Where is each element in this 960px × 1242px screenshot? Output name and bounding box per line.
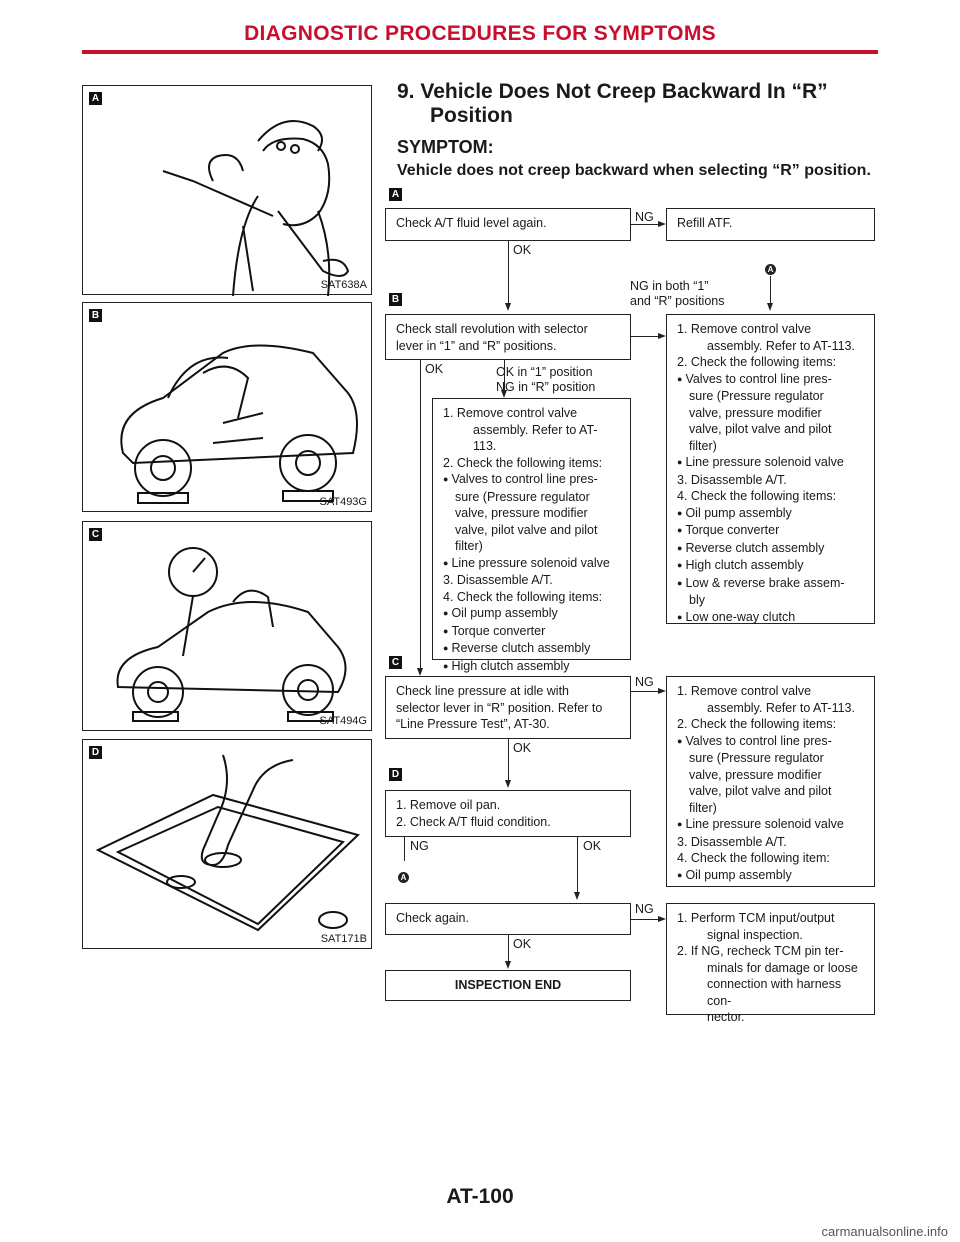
box-bullet: ● Torque converter [677, 522, 864, 540]
mechanic-illustration [83, 86, 373, 296]
oil-pan-line: 1. Remove oil pan. [396, 798, 501, 812]
figure-code: SAT638A [320, 279, 367, 291]
arrow-down-icon [505, 303, 511, 311]
inspection-end-text: INSPECTION END [454, 978, 562, 992]
symptom-heading: SYMPTOM: [397, 137, 494, 157]
box-line: 4. Check the following item: [677, 851, 830, 865]
box-line: 3. Disassemble A/T. [677, 834, 787, 849]
figure-car-stall-test [82, 302, 372, 512]
arrow-down-icon [505, 961, 511, 969]
connector-line [508, 739, 509, 782]
box-line: 2. Check the following items: [677, 717, 837, 731]
arrow-down-icon [505, 780, 511, 788]
connector-line [404, 837, 405, 861]
section-title [397, 80, 867, 128]
box-bullet: ● Torque converter [443, 623, 620, 641]
box-line: assembly. Refer to AT-113. [707, 338, 855, 353]
figure-badge: C [89, 528, 102, 541]
ng-both-line: NG in both “1” [630, 279, 709, 293]
line-pressure-box [385, 676, 631, 739]
box-line: valve, pilot valve and pilot [689, 784, 832, 798]
box-line: valve, pressure modifier [689, 405, 822, 420]
header-rule [82, 50, 878, 54]
arrow-right-icon [658, 688, 666, 694]
ng-label: NG [635, 210, 654, 224]
tcm-line: 2. If NG, recheck TCM pin ter- [677, 944, 844, 958]
box-bullet: ● Valves to control line pres- [677, 371, 864, 389]
figure-badge: A [89, 92, 102, 105]
figure-badge: B [89, 309, 102, 322]
oil-pan-line: 2. Check A/T fluid condition. [396, 814, 551, 829]
tcm-box [666, 903, 875, 1024]
page-header-title: DIAGNOSTIC PROCEDURES FOR SYMPTOMS [244, 22, 716, 45]
right-action-box-1 [666, 314, 875, 624]
box-bullet: ● Line pressure solenoid valve [677, 454, 864, 472]
figure-code: SAT494G [319, 715, 367, 727]
ok-ng-mixed-label [496, 365, 595, 395]
step-badge: D [389, 768, 402, 781]
step-badge: B [389, 293, 402, 306]
tcm-line: signal inspection. [707, 927, 803, 942]
box-line: 2. Check the following items: [677, 355, 837, 369]
mid-action-box [432, 398, 631, 673]
box-line: 1. Remove control valve [677, 684, 812, 698]
connector-line [631, 919, 658, 920]
figure-code: SAT171B [320, 933, 367, 945]
box-bullet: ● Line pressure solenoid valve [443, 555, 620, 573]
ok-ng-line: OK in “1” position [496, 365, 593, 379]
figure-mechanic-dipstick [82, 85, 372, 295]
section-title-line1: 9. Vehicle Does Not Creep Backward In “R” [397, 80, 828, 103]
oil-pan-box [385, 790, 631, 837]
connector-line [508, 241, 509, 305]
check-fluid-box [385, 208, 631, 241]
tcm-line: 1. Perform TCM input/output [677, 911, 835, 925]
connector-line [631, 691, 658, 692]
connector-line [420, 360, 421, 673]
box-line: 3. Disassemble A/T. [443, 573, 553, 587]
ok-label: OK [513, 937, 532, 951]
car-stall-illustration [83, 303, 373, 513]
check-fluid-text: Check A/T fluid level again. [396, 216, 547, 230]
connector-line [770, 276, 771, 305]
line-pressure-line: “Line Pressure Test”, AT-30. [396, 717, 550, 731]
box-bullet: ● Oil pump assembly [443, 605, 620, 623]
box-bullet: ● Oil pump assembly [677, 505, 864, 523]
inspection-end-box [385, 970, 631, 1001]
check-again-text: Check again. [396, 911, 469, 925]
box-bullet: ● High clutch assembly [443, 658, 620, 676]
box-line: sure (Pressure regulator [689, 751, 824, 765]
ok-label: OK [425, 362, 444, 376]
box-line: 4. Check the following items: [443, 589, 603, 604]
box-line: filter) [689, 438, 717, 453]
box-line: 1. Remove control valve [677, 322, 812, 336]
tcm-line: connection with harness con- [707, 977, 842, 1008]
box-line: 1. Remove control valve [443, 406, 578, 420]
connector-line [577, 837, 578, 894]
box-bullet: ● Valves to control line pres- [443, 471, 620, 489]
ok-ng-line: NG in “R” position [496, 380, 596, 394]
step-badge: A [389, 188, 402, 201]
box-line: valve, pilot valve and pilot [689, 422, 832, 436]
box-bullet: ● Line pressure solenoid valve [677, 816, 864, 834]
box-line: assembly. Refer to AT-113. [473, 422, 598, 453]
ok-label: OK [513, 741, 532, 755]
box-line: sure (Pressure regulator [689, 389, 824, 403]
page-number: AT-100 [446, 1185, 514, 1208]
line-pressure-line: selector lever in “R” position. Refer to [396, 700, 603, 715]
box-bullet: ● Reverse clutch assembly [443, 640, 620, 658]
symptom-text: Vehicle does not creep backward when selecting “R” position. [397, 162, 871, 179]
figure-badge: D [89, 746, 102, 759]
ng-both-label [630, 279, 725, 309]
pressure-gauge-illustration [83, 522, 373, 732]
box-bullet: ● Low & reverse brake assem- [677, 575, 864, 593]
arrow-down-icon [767, 303, 773, 311]
line-pressure-line: Check line pressure at idle with [396, 684, 569, 698]
box-line: 3. Disassemble A/T. [677, 472, 787, 487]
box-bullet: ● Oil pump assembly [677, 867, 864, 885]
box-line: filter) [689, 800, 717, 815]
arrow-down-icon [417, 668, 423, 676]
stall-check-line: Check stall revolution with selector [396, 322, 588, 336]
figure-code: SAT493G [319, 496, 367, 508]
ng-label: NG [410, 839, 429, 853]
stall-check-box [385, 314, 631, 360]
ng-both-line: and “R” positions [630, 294, 725, 308]
figure-oil-pan [82, 739, 372, 949]
right-action-box-2 [666, 676, 875, 887]
ng-label: NG [635, 902, 654, 916]
box-bullet: ● Reverse clutch assembly [677, 540, 864, 558]
oil-pan-illustration [83, 740, 373, 950]
watermark: carmanualsonline.info [821, 1224, 948, 1239]
ng-label: NG [635, 675, 654, 689]
ok-label: OK [513, 243, 532, 257]
box-bullet: ● Low one-way clutch [677, 609, 864, 627]
connector-a-icon: A [398, 872, 409, 883]
figure-line-pressure-gauge [82, 521, 372, 731]
connector-line [631, 336, 658, 337]
stall-check-line: lever in “1” and “R” positions. [396, 338, 557, 353]
check-again-box [385, 903, 631, 935]
box-line: filter) [455, 539, 483, 553]
connector-line [508, 935, 509, 963]
box-line: assembly. Refer to AT-113. [707, 700, 855, 715]
box-line: valve, pilot valve and pilot [455, 522, 598, 537]
step-badge: C [389, 656, 402, 669]
box-line: sure (Pressure regulator [455, 489, 590, 504]
box-line: valve, pressure modifier [455, 506, 588, 520]
refill-box [666, 208, 875, 241]
box-bullet: ● Valves to control line pres- [677, 733, 864, 751]
tcm-line: nector. [707, 1010, 745, 1024]
box-line: 2. Check the following items: [443, 455, 603, 470]
ok-label: OK [583, 839, 602, 853]
box-line: bly [689, 593, 705, 607]
arrow-right-icon [658, 916, 666, 922]
box-line: valve, pressure modifier [689, 767, 822, 782]
box-bullet: ● High clutch assembly [677, 557, 864, 575]
connector-a-icon: A [765, 264, 776, 275]
box-line: 4. Check the following items: [677, 489, 837, 503]
arrow-right-icon [658, 333, 666, 339]
refill-text: Refill ATF. [677, 216, 733, 230]
arrow-down-icon [574, 892, 580, 900]
arrow-right-icon [658, 221, 666, 227]
tcm-line: minals for damage or loose [707, 960, 858, 975]
section-title-line2: Position [430, 104, 513, 127]
